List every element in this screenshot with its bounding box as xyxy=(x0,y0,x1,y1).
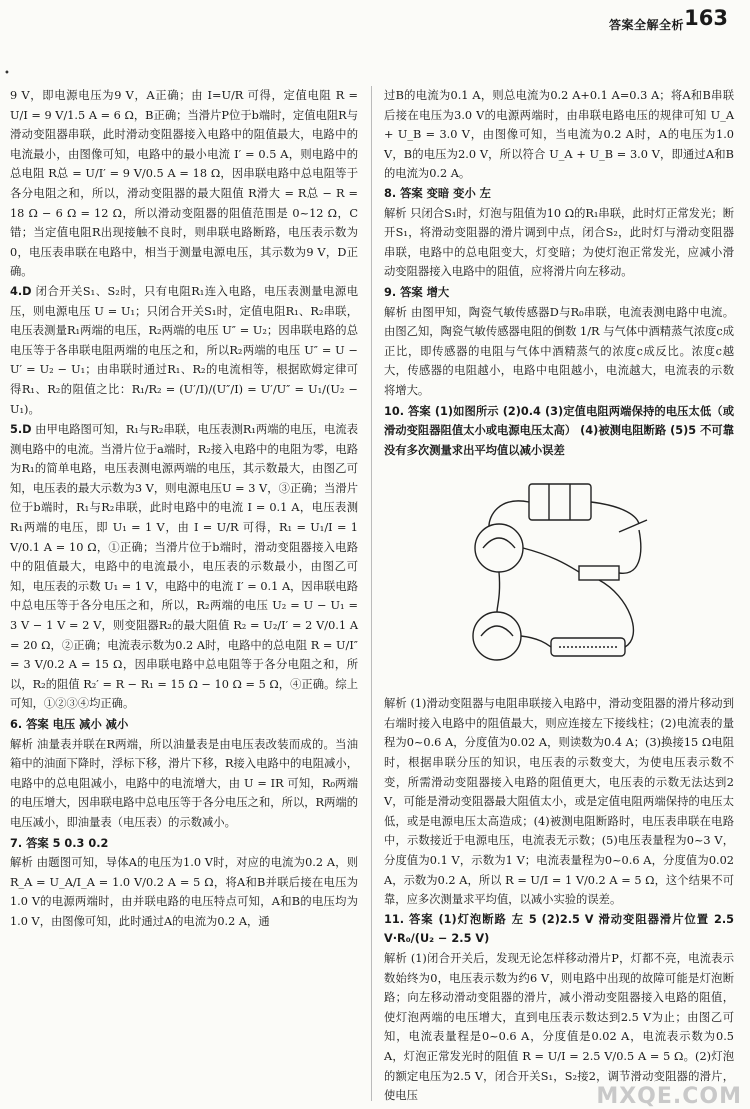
left-column xyxy=(10,86,358,933)
page-header xyxy=(0,0,750,36)
answer-text: 答案 电压 减小 减小 xyxy=(22,718,129,731)
battery xyxy=(529,484,591,520)
explanation-text: 解析 由图甲知，陶瓷气敏传感器D与R₀串联，电流表测电路中电流。由图乙知，陶瓷气敏传感器电阻的倒数 1/R 与气体中酒精蒸气浓度c成正比，即传感器的电阻与气体中酒精蒸气的浓度c成反比。浓度c越大，传感器的电阻越小，电路中电阻越小，电流越大，电流表的示数将增大。 xyxy=(384,305,734,397)
explanation-text: 解析 油量表并联在R两端，所以油量表是由电压表改装而成的。当油箱中的油面下降时，浮标下移，滑片下移，R接入电路中的电阻减小，电路中的总电阻减小，电路中的电流增大，由 U = IR 可知，R₀两端的电压增大，因串联电路中总电压等于各分电压之和，所以，R两端的电压减小，即油量表（电压表）的示数减小。 xyxy=(10,737,358,829)
question-number: 4.D xyxy=(10,284,32,298)
answer-item xyxy=(384,910,734,1106)
answer-text: 答案 增大 xyxy=(396,285,450,299)
explanation-text: 闭合开关S₁、S₂时，只有电阻R₁连入电路，电压表测量电源电压，则电源电压 U = U₁；只闭合开关S₁时，定值电阻R₁、R₂串联，电压表测量R₁两端的电压，R₂两端的电压 U″ = U₂；因串联电路的总电压等于各串联电阻两端的电压之和，所以R₂两端的电压 U″ = U − U′ = U₂ − U₁；由串联时通过R₁、R₂的电流相等，根据欧姆定律可得R₁、R₂的阻值之比：R₁/R₂ = (U′/I)/(U″/I) = U′/U″ = U₁/(U₂ − U₁)。 xyxy=(10,284,358,416)
question-number: 9. xyxy=(384,285,397,299)
circuit-figure xyxy=(459,466,659,686)
answer-item xyxy=(10,715,358,833)
answer-item xyxy=(384,402,734,461)
explanation-text: 解析 (1)闭合开关后，发现无论怎样移动滑片P，灯都不亮，电流表示数始终为0，电压表示数为约6 V，则电路中出现的故障可能是灯泡断路；向左移动滑动变阻器的滑片，减小滑动变阻器接入电路的阻值，使灯泡两端的电压增大，直到电压表示数达到2.5 V为止；由图乙可知，电流表量程是0~0.6 A，分度值是0.02 A，电流表示数为0.5 A，灯泡正常发光时的阻值 R = U/I = 2.5 V/0.5 A = 5 Ω。(2)灯泡的额定电压为2.5 V，闭合开关S₁，S₂接2，调节滑动变阻器的滑片，使电压 xyxy=(384,952,734,1103)
answer-item xyxy=(10,420,358,714)
question-number: 11. xyxy=(384,912,405,926)
explanation-text: 解析 只闭合S₁时，灯泡与阻值为10 Ω的R₁串联，此时灯正常发光；断开S₁，将滑动变阻器的滑片调到中点，闭合S₂，此时灯与滑动变阻器串联，电路中的总电阻变大，灯变暗；为使灯泡正常发光，应减小滑动变阻器接入电路中的阻值，应将滑片向左移动。 xyxy=(384,206,734,279)
page-number: 163 xyxy=(684,6,728,30)
answer-text: 答案 (1)如图所示 (2)0.4 (3)定值电阻两端保持的电压太低（或滑动变阻器阻值太小或电源电压太高） (4)被测电阻断路 (5)5 不可靠 没有多次测量求出平均值以减小误差 xyxy=(384,404,734,457)
question-number: 8. xyxy=(384,186,397,200)
explanation-text: 解析 由题图可知，导体A的电压为1.0 V时，对应的电流为0.2 A，则 R_A = U_A/I_A = 1.0 V/0.2 A = 5 Ω，将A和B并联后接在电压为1.0 V的电源两端时，由并联电路的电压特点可知，A和B的电压均为1.0 V，由图像可知，此时通过A的电流为0.2 A，通 xyxy=(10,856,358,928)
question-number: 5.D xyxy=(10,423,32,437)
answer-text: 答案 (1)灯泡断路 左 5 (2)2.5 V 滑动变阻器滑片位置 2.5 V·R₀/(U₂ − 2.5 V) xyxy=(384,912,734,946)
ammeter-icon xyxy=(473,612,521,660)
paragraph: 解析 (1)滑动变阻器与电阻串联接入电路中，滑动变阻器的滑片移动到右端时接入电路中的阻值最大，则应连接左下接线柱；(2)电流表的量程为0~0.6 A，分度值为0.02 A，则读数为0.4 A；(3)换接15 Ω电阻时，根据串联分压的知识，电压表的示数变大，为使电压表示数不变，所需滑动变阻器接入电路的阻值更大，电压表的示数无法达到2 V，可能是滑动变阻器最大阻值太小，或是定值电阻两端保持的电压太低，或是电源电压太高造成；(4)被测电阻断路时，电压表串联在电路中，示数接近于电源电压，电流表无示数；(5)电压表量程为0~3 V，分度值为0.1 V，示数为1 V；电流表量程为0~0.6 A，分度值为0.02 A，示数为0.2 A，所以 R = U/I = 1 V/0.2 A = 5 Ω，这个结果不可靠，应多次测量求平均值，以减小实验的误差。 xyxy=(384,697,734,907)
answer-item xyxy=(10,282,358,419)
answer-item xyxy=(384,283,734,401)
paragraph: 9 V，即电源电压为9 V，A正确；由 I=U/R 可得，定值电阻 R = U/I = 9 V/1.5 A = 6 Ω，B正确；当滑片P位于b端时，定值电阻R与滑动变阻器串联，此时滑动变阻器接入电路中的阻值最大，电路中的电流最小，由图像可知，电路中的最小电流 I′ = 0.5 A，则电路中的总电阻 R总 = U/I′ = 9 V/0.5 A = 18 Ω，因串联电路中总电阻等于各分电阻之和，所以，滑动变阻器的最大阻值 R滑大 = R总 − R = 18 Ω − 6 Ω = 12 Ω，所以滑动变阻器的阻值范围是 0~12 Ω，C错；当定值电阻R出现接触不良时，则串联电路断路，电压表示数为0，电压表串联在电路中，相当于测量电源电压，其示数为9 V，D正确。 xyxy=(10,89,358,279)
column-divider xyxy=(371,86,372,1101)
question-number: 10. xyxy=(384,404,405,418)
question-number: 6. xyxy=(10,718,23,731)
switch-icon xyxy=(619,520,647,532)
circuit-diagram xyxy=(459,466,659,686)
answer-text: 答案 5 0.3 0.2 xyxy=(22,836,109,850)
header-title: 答案全解全析 xyxy=(608,18,684,32)
paragraph: 过B的电流为0.1 A，则总电流为0.2 A+0.1 A=0.3 A；将A和B串联后接在电压为3.0 V的电源两端时，由串联电路电压的规律可知 U_A + U_B = 3.0 V，由图像可知，当电流为0.2 A时，A的电压为1.0 V，B的电压为2.0 V，所以符合 U_A + U_B = 3.0 V，即通过A和B的电流为0.2 A。 xyxy=(384,89,734,181)
answer-text: 答案 变暗 变小 左 xyxy=(396,186,491,200)
explanation-text: 由甲电路图可知，R₁与R₂串联，电压表测R₁两端的电压，电流表测电路中的电流。当滑片位于a端时，R₂接入电路中的电阻为零，电路为R₁的简单电路，电压表测电源两端的电压，其示数最大，由图乙可知，电压表的最大示数为3 V，则电源电压U = 3 V，③正确；当滑片位于b端时，R₁与R₂串联，此时电路中的电流 I = 0.1 A，电压表测R₁两端的电压，即 U₁ = 1 V，由 I = U/R 可得，R₁ = U₁/I = 1 V/0.1 A = 10 Ω，①正确；当滑片位于b端时，滑动变阻器接入电路中的阻值最大，电路中的电流最小，电压表的示数最小，由图乙可知，电压表的示数 U₁ = 1 V，电路中的电流 I′ = 0.1 A，因串联电路中总电压等于各分电压之和，所以，R₂两端的电压 U₂ = U − U₁ = 3 V − 1 V = 2 V，则变阻器R₂的最大阻值 R₂ = U₂/I′ = 2 V/0.1 A = 20 Ω，②正确；电流表示数为0.2 A时，电路中的总电阻 R = U/I″ = 3 V/0.2 A = 15 Ω，因串联电路中总电阻等于各分电阻之和，所以，R₂的阻值 R₂′ = R − R₁ = 15 Ω − 10 Ω = 5 Ω，④正确。综上可知，①②③④均正确。 xyxy=(10,423,358,711)
margin-mark: • xyxy=(4,68,10,79)
right-column xyxy=(384,86,734,1107)
answer-item xyxy=(384,184,734,282)
resistor xyxy=(579,566,619,580)
question-number: 7. xyxy=(10,836,23,850)
watermark: MXQE.COM xyxy=(596,1084,742,1109)
answer-item xyxy=(10,834,358,932)
voltmeter-icon xyxy=(475,524,523,572)
